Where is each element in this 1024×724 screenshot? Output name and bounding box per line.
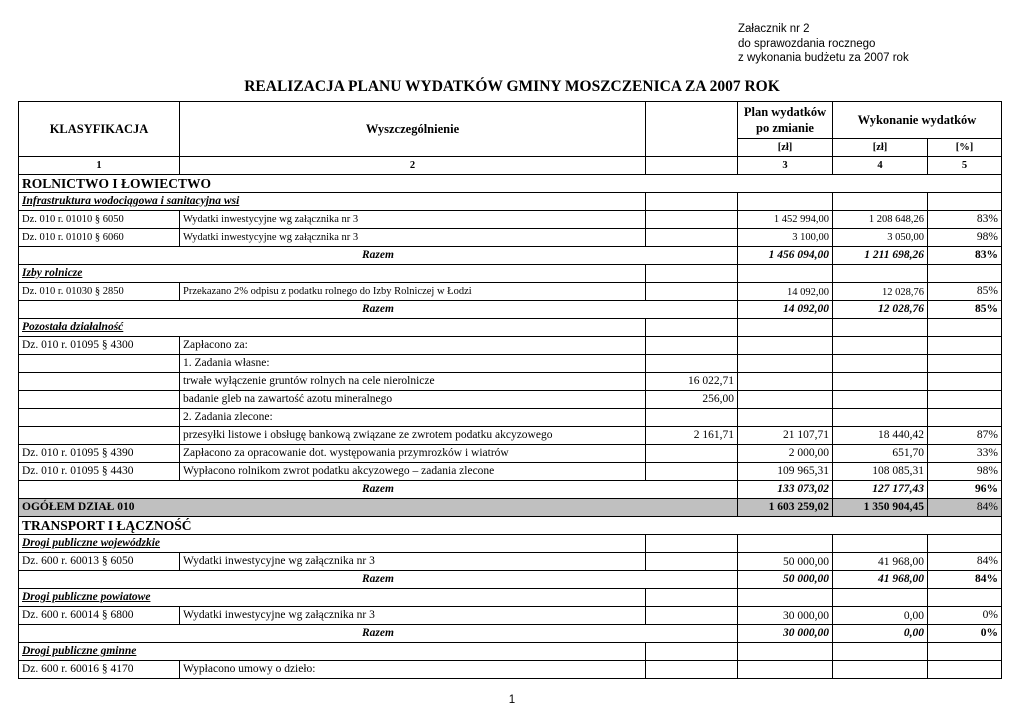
percent-value: 84% [928, 553, 1002, 571]
grand-total-row [19, 499, 1002, 517]
header-wykonanie: Wykonanie wydatków [833, 102, 1002, 139]
description: Wydatki inwestycyjne wg załącznika nr 3 [180, 607, 646, 625]
execution-value: 651,70 [833, 445, 928, 463]
description: Zapłacono za opracowanie dot. występowania przymrozków i wiatrów [180, 445, 646, 463]
subsection-title: Izby rolnicze [19, 265, 646, 283]
classification: Dz. 600 r. 60014 § 6800 [19, 607, 180, 625]
expenditure-table [18, 101, 1002, 679]
total-plan: 133 073,02 [738, 481, 833, 499]
percent-value: 98% [928, 463, 1002, 481]
table-row [19, 427, 1002, 445]
description: Przekazano 2% odpisu z podatku rolnego do Izby Rolniczej w Łodzi [180, 283, 646, 301]
classification: Dz. 010 r. 01095 § 4300 [19, 337, 180, 355]
table-row [19, 337, 1002, 355]
percent-value: 85% [928, 283, 1002, 301]
description: przesyłki listowe i obsługę bankową związane ze zwrotem podatku akcyzowego [180, 427, 646, 445]
total-row [19, 571, 1002, 589]
section-row [19, 517, 1002, 535]
table-row [19, 661, 1002, 679]
description: Wydatki inwestycyjne wg załącznika nr 3 [180, 229, 646, 247]
table-row [19, 229, 1002, 247]
subsection-title: Drogi publiczne gminne [19, 643, 646, 661]
total-plan: 14 092,00 [738, 301, 833, 319]
section-row [19, 175, 1002, 193]
classification: Dz. 010 r. 01010 § 6050 [19, 211, 180, 229]
description: Wypłacono rolnikom zwrot podatku akcyzowego – zadania zlecone [180, 463, 646, 481]
total-label: Razem [19, 625, 738, 643]
col-num-1: 1 [19, 157, 180, 175]
detail-value: 16 022,71 [646, 373, 738, 391]
grand-total-percent: 84% [928, 499, 1002, 517]
subsection-title: Pozostała działalność [19, 319, 646, 337]
total-label: Razem [19, 301, 738, 319]
plan-value: 21 107,71 [738, 427, 833, 445]
total-label: Razem [19, 571, 738, 589]
description: Wydatki inwestycyjne wg załącznika nr 3 [180, 553, 646, 571]
total-execution: 0,00 [833, 625, 928, 643]
subsection-row [19, 319, 1002, 337]
total-label: Razem [19, 481, 738, 499]
col-num-2: 2 [180, 157, 646, 175]
execution-value: 18 440,42 [833, 427, 928, 445]
table-row [19, 391, 1002, 409]
header-empty [646, 102, 738, 157]
col-num-empty [646, 157, 738, 175]
section-title: ROLNICTWO I ŁOWIECTWO [19, 175, 1002, 193]
plan-value: 1 452 994,00 [738, 211, 833, 229]
subsection-row [19, 589, 1002, 607]
total-row [19, 301, 1002, 319]
description: trwałe wyłączenie gruntów rolnych na cele nierolnicze [180, 373, 646, 391]
header-klasyfikacja: KLASYFIKACJA [19, 102, 180, 157]
table-row [19, 553, 1002, 571]
subsection-row [19, 193, 1002, 211]
table-header-row [19, 102, 1002, 139]
total-execution: 41 968,00 [833, 571, 928, 589]
subsection-row [19, 265, 1002, 283]
total-execution: 127 177,43 [833, 481, 928, 499]
classification: Dz. 010 r. 01010 § 6060 [19, 229, 180, 247]
total-row [19, 247, 1002, 265]
table-row [19, 211, 1002, 229]
col-num-3: 3 [738, 157, 833, 175]
subsection-title: Infrastruktura wodociągowa i sanitacyjna wsi [19, 193, 646, 211]
detail-value: 256,00 [646, 391, 738, 409]
plan-value: 2 000,00 [738, 445, 833, 463]
total-execution: 1 211 698,26 [833, 247, 928, 265]
total-label: Razem [19, 247, 738, 265]
total-percent: 85% [928, 301, 1002, 319]
subsection-row [19, 643, 1002, 661]
execution-value: 108 085,31 [833, 463, 928, 481]
page-title: REALIZACJA PLANU WYDATKÓW GMINY MOSZCZENICA ZA 2007 ROK [244, 78, 780, 95]
percent-value: 87% [928, 427, 1002, 445]
table-row [19, 463, 1002, 481]
description: 2. Zadania zlecone: [180, 409, 646, 427]
description: Wydatki inwestycyjne wg załącznika nr 3 [180, 211, 646, 229]
table-row [19, 373, 1002, 391]
subsection-row [19, 535, 1002, 553]
grand-total-execution: 1 350 904,45 [833, 499, 928, 517]
col-num-5: 5 [928, 157, 1002, 175]
page-number: 1 [508, 694, 516, 706]
total-plan: 50 000,00 [738, 571, 833, 589]
header-plan: Plan wydatków po zmianie [738, 102, 833, 139]
plan-value: 30 000,00 [738, 607, 833, 625]
classification: Dz. 600 r. 60013 § 6050 [19, 553, 180, 571]
description: badanie gleb na zawartość azotu mineralnego [180, 391, 646, 409]
execution-value: 3 050,00 [833, 229, 928, 247]
subsection-title: Drogi publiczne powiatowe [19, 589, 646, 607]
grand-total-label: OGÓŁEM DZIAŁ 010 [19, 499, 738, 517]
annex-note [738, 22, 909, 66]
table-row [19, 607, 1002, 625]
total-percent: 96% [928, 481, 1002, 499]
grand-total-plan: 1 603 259,02 [738, 499, 833, 517]
header-wyszczegolnienie: Wyszczególnienie [180, 102, 646, 157]
classification: Dz. 010 r. 01095 § 4430 [19, 463, 180, 481]
plan-value: 3 100,00 [738, 229, 833, 247]
table-row [19, 355, 1002, 373]
annex-line-3: z wykonania budżetu za 2007 rok [738, 52, 909, 64]
total-plan: 30 000,00 [738, 625, 833, 643]
percent-value: 0% [928, 607, 1002, 625]
total-percent: 0% [928, 625, 1002, 643]
classification: Dz. 600 r. 60016 § 4170 [19, 661, 180, 679]
table-row [19, 409, 1002, 427]
table-row [19, 445, 1002, 463]
table-row [19, 283, 1002, 301]
description: 1. Zadania własne: [180, 355, 646, 373]
subsection-title: Drogi publiczne wojewódzkie [19, 535, 646, 553]
execution-value: 0,00 [833, 607, 928, 625]
total-row [19, 625, 1002, 643]
execution-value: 41 968,00 [833, 553, 928, 571]
execution-value: 12 028,76 [833, 283, 928, 301]
column-number-row [19, 157, 1002, 175]
total-percent: 84% [928, 571, 1002, 589]
plan-value: 50 000,00 [738, 553, 833, 571]
classification: Dz. 010 r. 01095 § 4390 [19, 445, 180, 463]
classification: Dz. 010 r. 01030 § 2850 [19, 283, 180, 301]
plan-value: 14 092,00 [738, 283, 833, 301]
plan-value: 109 965,31 [738, 463, 833, 481]
col-num-4: 4 [833, 157, 928, 175]
total-execution: 12 028,76 [833, 301, 928, 319]
description: Wypłacono umowy o dzieło: [180, 661, 646, 679]
section-title: TRANSPORT I ŁĄCZNOŚĆ [19, 517, 1002, 535]
unit-plan: [zł] [738, 139, 833, 157]
annex-line-2: do sprawozdania rocznego [738, 37, 876, 50]
percent-value: 33% [928, 445, 1002, 463]
total-percent: 83% [928, 247, 1002, 265]
percent-value: 98% [928, 229, 1002, 247]
description: Zapłacono za: [180, 337, 646, 355]
percent-value: 83% [928, 211, 1002, 229]
total-plan: 1 456 094,00 [738, 247, 833, 265]
unit-wykonanie: [zł] [833, 139, 928, 157]
total-row [19, 481, 1002, 499]
execution-value: 1 208 648,26 [833, 211, 928, 229]
detail-value: 2 161,71 [646, 427, 738, 445]
unit-percent: [%] [928, 139, 1002, 157]
annex-line-1: Załacznik nr 2 [738, 23, 810, 35]
